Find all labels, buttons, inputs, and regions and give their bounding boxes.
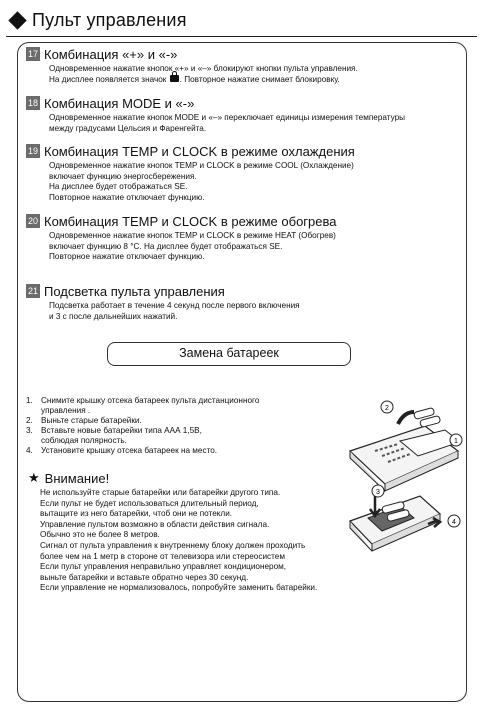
- section-line: Одновременное нажатие кнопок MODE и «–» переключает единицы измерения температуры: [49, 113, 406, 122]
- step-line: управления .: [41, 406, 91, 415]
- section-number: 18: [27, 98, 38, 108]
- section-17: [26, 46, 358, 85]
- battery-step: [26, 396, 259, 416]
- section-line-with-icon: [49, 75, 358, 86]
- remote-battery-insert-drawing: [350, 485, 460, 551]
- battery-section-title: Замена батареек: [107, 342, 351, 366]
- remote-cover-removal-drawing: [350, 401, 462, 491]
- step-marker-2: 2: [385, 405, 389, 412]
- warning-header: [28, 470, 109, 486]
- warning-line: Если управление не нормализовалось, попробуйте заменить батарейки.: [40, 583, 318, 593]
- step-marker-1: 1: [454, 438, 458, 445]
- warning-line: Управление пультом возможно в области действия сигнала.: [40, 519, 270, 529]
- header-rule: [6, 36, 477, 37]
- warning-line: более чем на 1 метр в стороне от телевизора или стереосистем: [40, 551, 285, 561]
- warning-line: вытащите из него батарейки, чтоб они не потекли.: [40, 509, 233, 519]
- section-number: 20: [27, 216, 38, 226]
- step-marker-3: 3: [376, 489, 380, 496]
- section-19: [26, 143, 355, 203]
- section-line: включает функцию энергосбережения.: [49, 171, 197, 181]
- page-header: [6, 6, 187, 34]
- step-line: Вставьте новые батарейки типа ААА 1,5В,: [41, 426, 202, 435]
- page-title: Пульт управления: [32, 9, 187, 30]
- battery-step: [26, 416, 259, 426]
- section-line: На дисплее будет отображаться SE.: [49, 182, 188, 191]
- lock-icon: [170, 75, 179, 82]
- section-line: Повторное нажатие отключает функцию.: [49, 252, 205, 261]
- warning-title: Внимание!: [44, 470, 110, 486]
- step-line: Снимите крышку отсека батареек пульта дистанционного: [41, 396, 260, 405]
- section-line: между градусами Цельсия и Фаренгейта.: [49, 123, 207, 133]
- warning-line: Обычно это не более 8 метров.: [40, 530, 160, 540]
- section-title: Комбинация «+» и «-»: [44, 46, 178, 62]
- section-line: Одновременное нажатие кнопок TEMP и CLOCK в режиме HEAT (Обогрев): [49, 231, 336, 240]
- section-line-part: На дисплее появляется значок: [49, 74, 167, 84]
- diamond-bullet-icon: [8, 11, 26, 29]
- section-line: Одновременное нажатие кнопок «+» и «–» блокируют кнопки пульта управления.: [49, 64, 358, 73]
- section-number: 19: [27, 146, 38, 156]
- warning-body: [40, 488, 317, 594]
- section-line: Повторное нажатие отключает функцию.: [49, 192, 205, 202]
- section-title: Комбинация TEMP и CLOCK в режиме охлаждения: [44, 143, 355, 159]
- section-21: [26, 283, 300, 322]
- warning-line: Если пульт управления неправильно управляет кондиционером,: [40, 562, 287, 572]
- step-number: 1.: [26, 396, 33, 405]
- step-line: Выньте старые батарейки.: [41, 416, 142, 425]
- step-number: 4.: [26, 446, 33, 455]
- warning-line: Сигнал от пульта управления к внутреннему блоку должен проходить: [40, 540, 306, 550]
- battery-steps: [26, 396, 259, 456]
- section-line: включает функцию 8 °C. На дисплее будет отображаться SE.: [49, 241, 283, 251]
- battery-replacement-illustration: [330, 396, 465, 568]
- step-marker-4: 4: [452, 519, 456, 526]
- content-frame: [17, 42, 467, 702]
- section-number: 21: [27, 286, 38, 296]
- step-number: 2.: [26, 416, 33, 425]
- section-line: и 3 с после дальнейших нажатий.: [49, 311, 178, 321]
- step-line: Установите крышку отсека батареек на место.: [41, 446, 218, 455]
- warning-line: Если пульт не будет использоваться длительный период,: [40, 498, 259, 508]
- section-title: Комбинация TEMP и CLOCK в режиме обогрева: [44, 213, 337, 229]
- warning-line: выньте батарейки и вставьте обратно через 30 секунд.: [40, 572, 249, 582]
- section-title: Подсветка пульта управления: [44, 283, 225, 299]
- step-number: 3.: [26, 426, 33, 435]
- section-number: 17: [27, 49, 38, 59]
- star-icon: ★: [28, 470, 40, 485]
- section-line-part: . Повторное нажатие снимает блокировку.: [179, 74, 340, 84]
- battery-step: [26, 426, 259, 446]
- battery-step: [26, 446, 259, 456]
- section-line: Одновременное нажатие кнопок TEMP и CLOCK в режиме COOL (Охлаждение): [49, 161, 354, 170]
- step-line: соблюдая полярность.: [41, 436, 127, 445]
- section-line: Подсветка работает в течение 4 секунд после первого включения: [49, 301, 300, 310]
- section-20: [26, 213, 337, 263]
- section-18: [26, 95, 405, 134]
- warning-line: Не используйте старые батарейки или батарейки другого типа.: [40, 488, 281, 497]
- section-title: Комбинация MODE и «-»: [44, 95, 195, 111]
